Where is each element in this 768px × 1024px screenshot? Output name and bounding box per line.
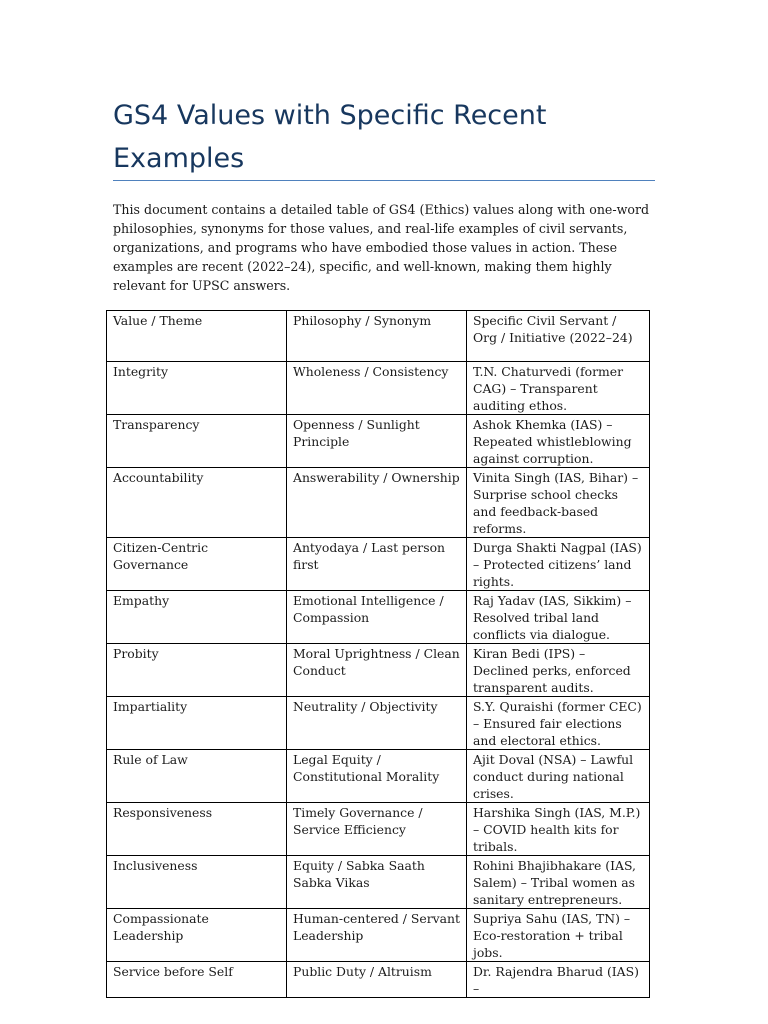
philosophy-cell: Legal Equity / Constitutional Morality (287, 750, 467, 803)
philosophy-cell: Wholeness / Consistency (287, 362, 467, 415)
value-cell: Transparency (107, 415, 287, 468)
table-row (107, 415, 650, 468)
value-cell: Compassionate Leadership (107, 909, 287, 962)
philosophy-cell: Openness / Sunlight Principle (287, 415, 467, 468)
values-table (106, 310, 650, 998)
value-cell: Responsiveness (107, 803, 287, 856)
table-row (107, 538, 650, 591)
philosophy-cell: Answerability / Ownership (287, 468, 467, 538)
example-cell: S.Y. Quraishi (former CEC) – Ensured fair elections and electoral ethics. (467, 697, 650, 750)
table-row (107, 856, 650, 909)
philosophy-cell: Public Duty / Altruism (287, 962, 467, 998)
table-row (107, 803, 650, 856)
example-cell: Supriya Sahu (IAS, TN) – Eco-restoration + tribal jobs. (467, 909, 650, 962)
value-cell: Service before Self (107, 962, 287, 998)
example-cell: Harshika Singh (IAS, M.P.) – COVID health kits for tribals. (467, 803, 650, 856)
philosophy-cell: Emotional Intelligence / Compassion (287, 591, 467, 644)
table-row (107, 697, 650, 750)
value-cell: Accountability (107, 468, 287, 538)
table-row (107, 644, 650, 697)
philosophy-cell: Neutrality / Objectivity (287, 697, 467, 750)
table-row (107, 362, 650, 415)
philosophy-cell: Antyodaya / Last person first (287, 538, 467, 591)
example-cell: Vinita Singh (IAS, Bihar) – Surprise school checks and feedback-based reforms. (467, 468, 650, 538)
value-cell: Impartiality (107, 697, 287, 750)
table-row (107, 468, 650, 538)
value-cell: Citizen-Centric Governance (107, 538, 287, 591)
philosophy-cell: Timely Governance / Service Efficiency (287, 803, 467, 856)
example-cell: Dr. Rajendra Bharud (IAS) – (467, 962, 650, 998)
header-cell-philosophy: Philosophy / Synonym (287, 311, 467, 362)
example-cell: Durga Shakti Nagpal (IAS) – Protected citizens’ land rights. (467, 538, 650, 591)
philosophy-cell: Equity / Sabka Saath Sabka Vikas (287, 856, 467, 909)
header-cell-value: Value / Theme (107, 311, 287, 362)
example-cell: Kiran Bedi (IPS) – Declined perks, enforced transparent audits. (467, 644, 650, 697)
example-cell: Ajit Doval (NSA) – Lawful conduct during national crises. (467, 750, 650, 803)
example-cell: Rohini Bhajibhakare (IAS, Salem) – Tribal women as sanitary entrepreneurs. (467, 856, 650, 909)
header-cell-example: Specific Civil Servant / Org / Initiative (2022–24) (467, 311, 650, 362)
example-cell: Ashok Khemka (IAS) – Repeated whistleblowing against corruption. (467, 415, 650, 468)
title-underline (113, 180, 655, 181)
value-cell: Probity (107, 644, 287, 697)
value-cell: Empathy (107, 591, 287, 644)
table-row (107, 962, 650, 998)
document-title: GS4 Values with Specific Recent Examples (113, 100, 547, 174)
value-cell: Integrity (107, 362, 287, 415)
philosophy-cell: Human-centered / Servant Leadership (287, 909, 467, 962)
table-header-row (107, 311, 650, 362)
intro-paragraph: This document contains a detailed table of GS4 (Ethics) values along with one-word philosophies, synonyms for those values, and real-life examples of civil servants, organizations, and programs who have embodied those values in action. These examples are recent (2022–24), specific, and well-known, making them highly relevant for UPSC answers. (113, 202, 650, 293)
example-cell: Raj Yadav (IAS, Sikkim) – Resolved tribal land conflicts via dialogue. (467, 591, 650, 644)
table-row (107, 591, 650, 644)
table-row (107, 750, 650, 803)
value-cell: Inclusiveness (107, 856, 287, 909)
example-cell: T.N. Chaturvedi (former CAG) – Transparent auditing ethos. (467, 362, 650, 415)
table-row (107, 909, 650, 962)
philosophy-cell: Moral Uprightness / Clean Conduct (287, 644, 467, 697)
value-cell: Rule of Law (107, 750, 287, 803)
